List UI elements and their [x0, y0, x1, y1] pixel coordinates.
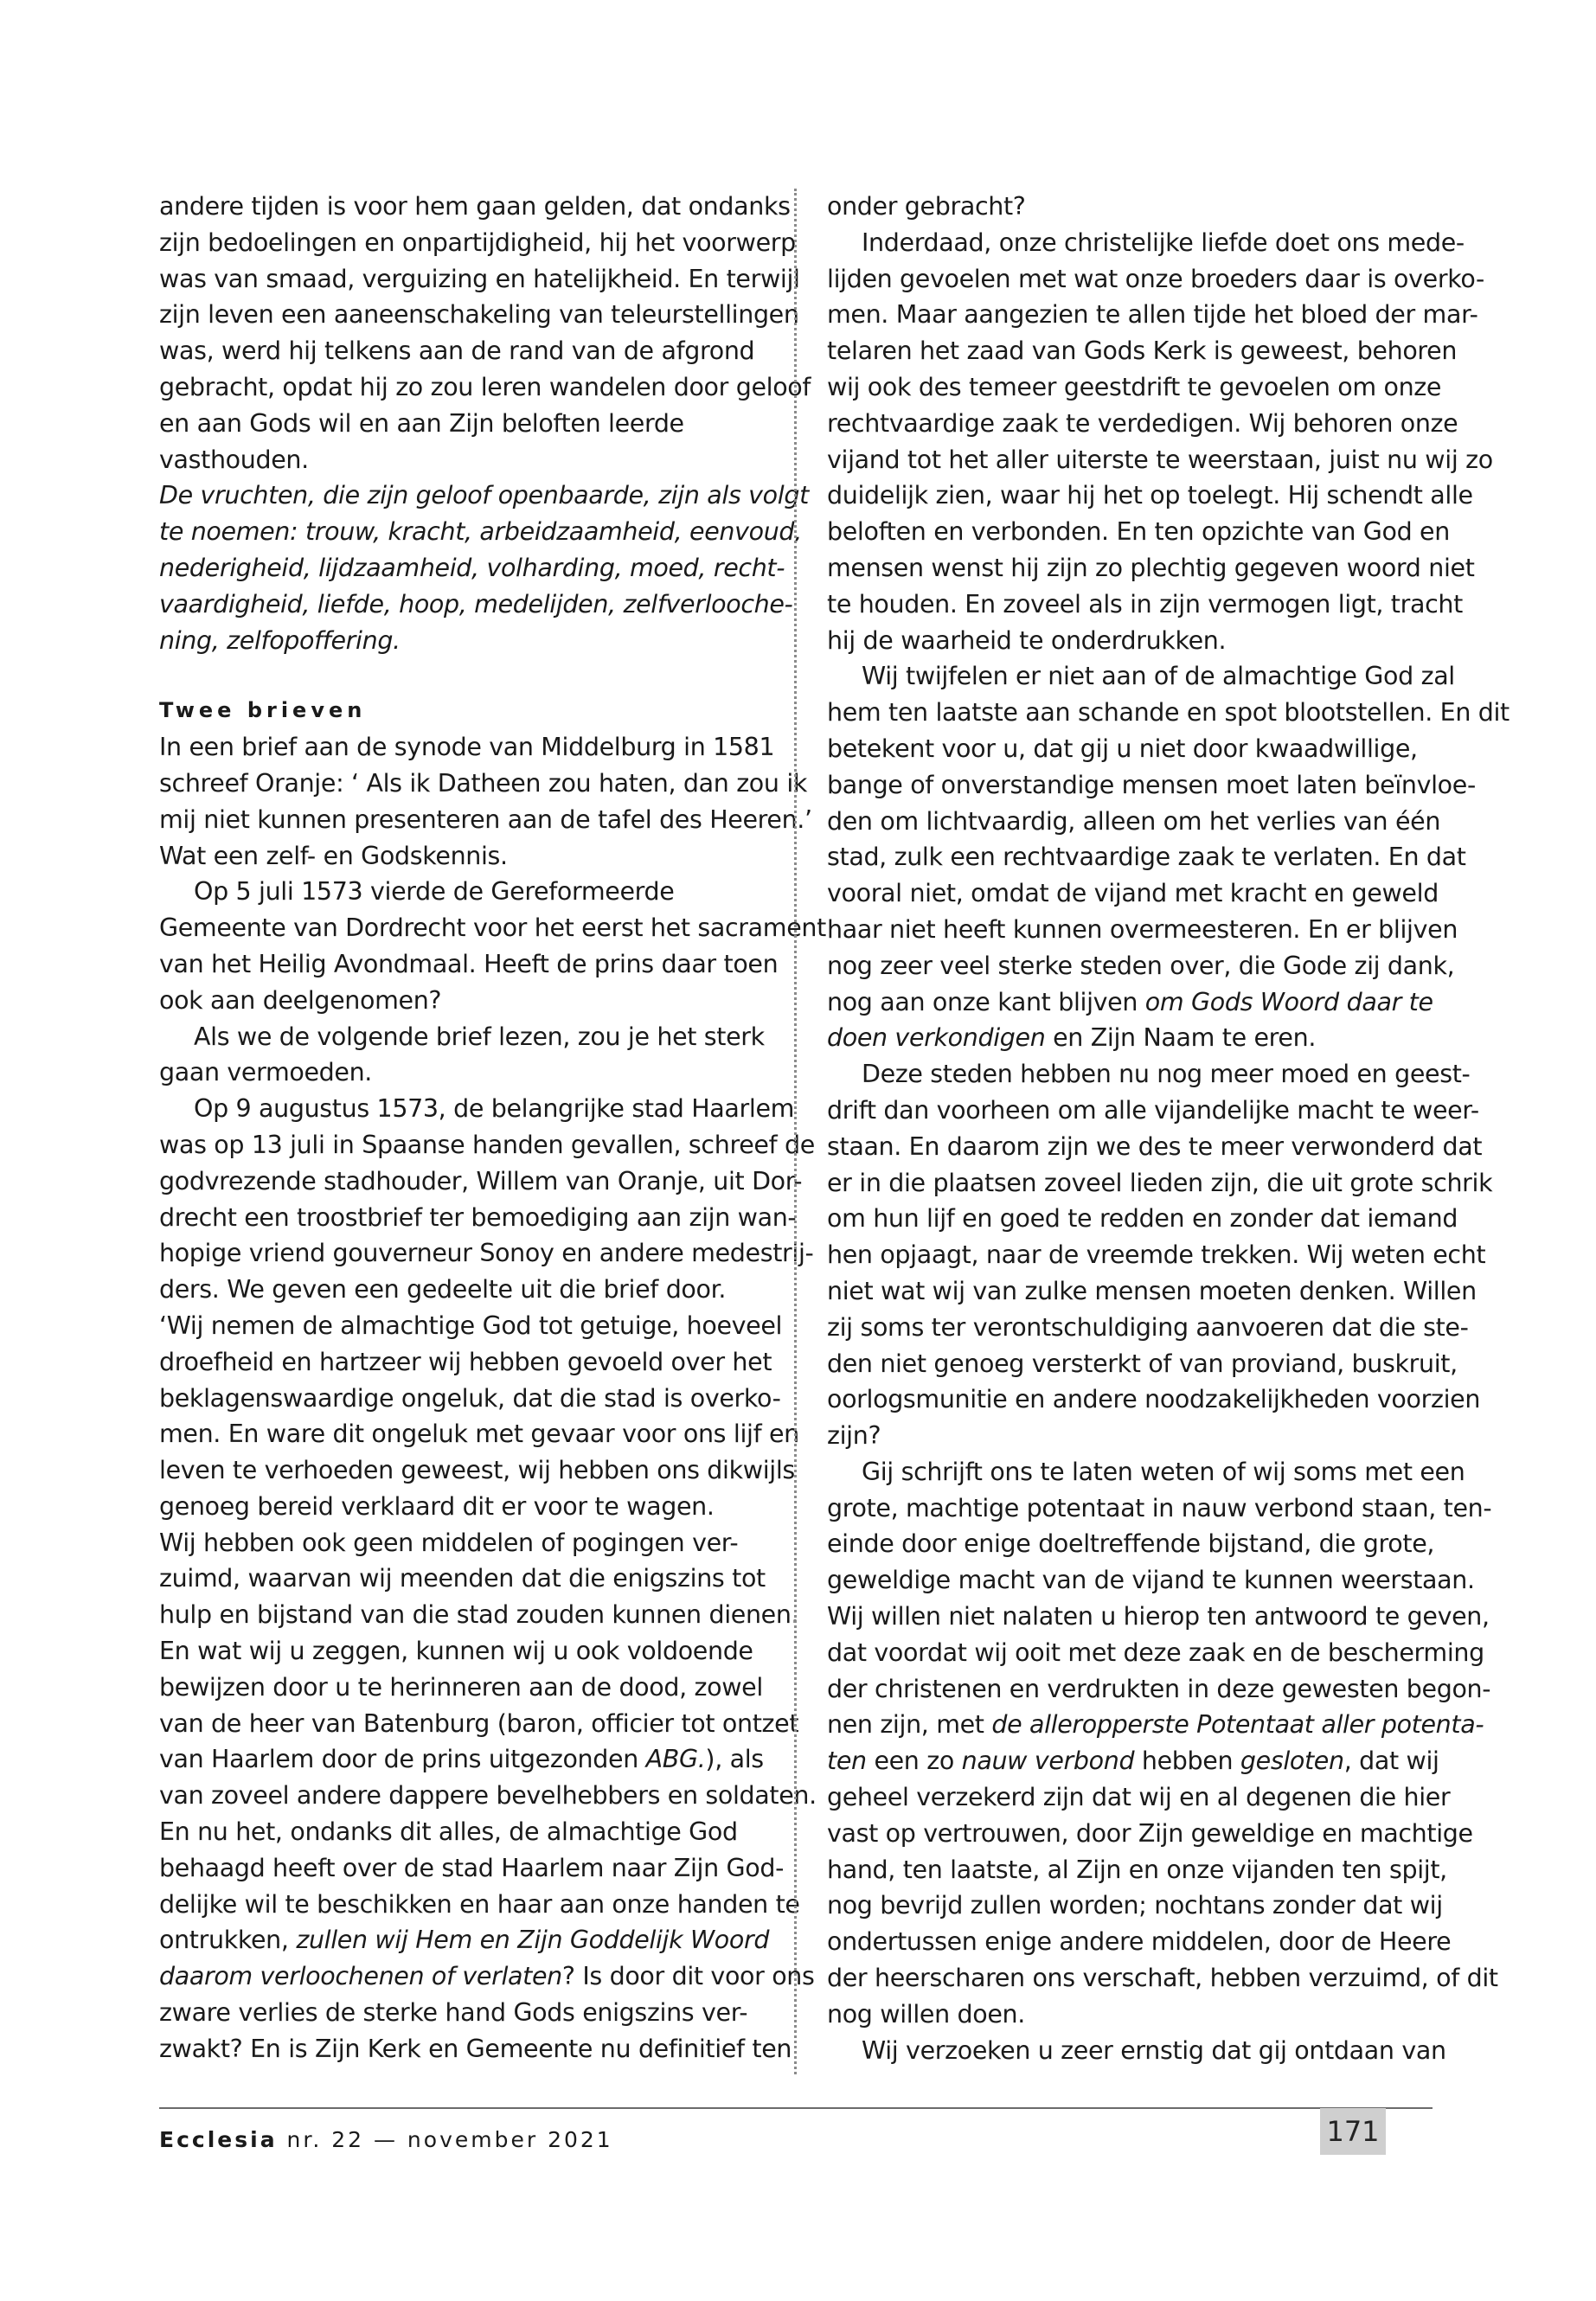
text-line: vaardigheid, liefde, hoop, medelijden, zelfverlooche-: [159, 589, 793, 619]
text-line: zuimd, waarvan wij meenden dat die enigszins tot: [159, 1564, 766, 1593]
text-run-italic: om Gods Woord daar te: [1144, 987, 1433, 1016]
right-paragraph-1: [827, 225, 1493, 659]
text-line: [827, 1707, 1484, 1743]
text-line: behaagd heeft over de stad Haarlem naar Zijn God-: [159, 1853, 785, 1882]
text-line: nog bevrijd zullen worden; nochtans zonder dat wij: [827, 1891, 1443, 1920]
text-line: ook aan deelgenomen?: [159, 985, 442, 1015]
text-line: rechtvaardige zaak te verdedigen. Wij behoren onze: [827, 408, 1458, 438]
text-line: den niet genoeg versterkt of van proviand, buskruit,: [827, 1349, 1458, 1378]
text-line: was van smaad, verguizing en hatelijkheid. En terwijl: [159, 264, 800, 293]
right-paragraph-3: [827, 1056, 1493, 1454]
text-run: ), als: [705, 1745, 764, 1774]
text-line: Als we de volgende brief lezen, zou je het sterk: [194, 1022, 765, 1051]
text-line: oorlogsmunitie en andere noodzakelijkheden voorzien: [827, 1385, 1481, 1414]
text-run: een zo: [866, 1747, 962, 1776]
text-run-italic: daarom verloochenen of verlaten: [159, 1962, 562, 1991]
text-line: nederigheid, lijdzaamheid, volharding, moed, recht-: [159, 553, 785, 582]
text-run-italic: nauw verbond: [961, 1747, 1135, 1776]
left-paragraph-6: [159, 1091, 815, 1308]
text-line: geheel verzekerd zijn dat wij en al degenen die hier: [827, 1783, 1451, 1812]
text-run: ? Is door dit voor ons: [561, 1962, 815, 1991]
text-line: hand, ten laatste, al Zijn en onze vijanden ten spijt,: [827, 1855, 1447, 1884]
section-gap: [159, 658, 765, 693]
issue-info: nr. 22 — november 2021: [277, 2127, 613, 2152]
text-line: [827, 1743, 1439, 1779]
text-line: beklagenswaardige ongeluk, dat die stad is overko-: [159, 1383, 781, 1413]
text-line: van de heer van Batenburg (baron, officier tot ontzet: [159, 1708, 799, 1738]
text-line: einde door enige doeltreffende bijstand, die grote,: [827, 1529, 1435, 1559]
left-paragraph-italic: [159, 478, 809, 658]
text-line: godvrezende stadhouder, Willem van Oranje, uit Dor-: [159, 1166, 803, 1195]
letter-quote-paragraph-2: [159, 1525, 817, 1814]
section-heading: Twee brieven: [159, 698, 367, 723]
text-line: bange of onverstandige mensen moet laten beïnvloe-: [827, 770, 1476, 799]
text-run: nog aan onze kant blijven: [827, 987, 1145, 1016]
page-number: 171: [1320, 2108, 1386, 2155]
text-line: te houden. En zoveel als in zijn vermogen ligt, tracht: [827, 589, 1463, 619]
text-line: hulp en bijstand van die stad zouden kunnen dienen.: [159, 1600, 799, 1630]
text-line: te noemen: trouw, kracht, arbeidzaamheid, eenvoud,: [159, 517, 802, 547]
text-line: zijn bedoelingen en onpartijdigheid, hij het voorwerp: [159, 228, 796, 257]
text-line: men. Maar aangezien te allen tijde het bloed der mar-: [827, 300, 1478, 330]
text-run-italic: doen verkondigen: [827, 1023, 1046, 1053]
left-paragraph-4: [159, 874, 826, 1018]
text-line: ondertussen enige andere middelen, door de Heere: [827, 1927, 1452, 1957]
text-line: hopige vriend gouverneur Sonoy en andere medestrij-: [159, 1239, 814, 1268]
text-line: hem ten laatste aan schande en spot blootstellen. En dit: [827, 698, 1509, 727]
text-line: genoeg bereid verklaard dit er voor te wagen.: [159, 1491, 715, 1521]
text-line: staan. En daarom zijn we des te meer verwonderd dat: [827, 1131, 1483, 1161]
text-line: mensen wenst hij zijn zo plechtig gegeven woord niet: [827, 553, 1475, 582]
journal-name: Ecclesia: [159, 2127, 278, 2152]
text-line: der heerscharen ons verschaft, hebben verzuimd, of dit: [827, 1964, 1498, 1993]
text-line: De vruchten, die zijn geloof openbaarde, zijn als volgt: [159, 481, 809, 510]
text-line: Wij hebben ook geen middelen of pogingen ver-: [159, 1528, 739, 1557]
text-line: schreef Oranje: ‘ Als ik Datheen zou haten, dan zou ik: [159, 768, 808, 798]
left-paragraph-1: [159, 189, 811, 478]
text-line: nog zeer veel sterke steden over, die Gode zij dank,: [827, 951, 1455, 980]
left-column: [159, 189, 826, 2067]
text-run-italic: de alleropperste Potentaat aller potenta-: [991, 1710, 1484, 1740]
text-line: haar niet heeft kunnen overmeesteren. En er blijven: [827, 914, 1458, 944]
text-run: ontrukken,: [159, 1926, 297, 1955]
text-line: In een brief aan de synode van Middelburg in 1581: [159, 733, 775, 762]
text-line: En wat wij u zeggen, kunnen wij u ook voldoende: [159, 1637, 753, 1666]
text-line: hij de waarheid te onderdrukken.: [827, 625, 1227, 655]
text-line: onder gebracht?: [827, 192, 1026, 221]
right-paragraph-5: [827, 2033, 1446, 2069]
text-line: Wij twijfelen er niet aan of de almachtige God zal: [862, 662, 1455, 691]
text-line: betekent voor u, dat gij u niet door kwaadwillige,: [827, 734, 1418, 763]
text-line: Wat een zelf- en Godskennis.: [159, 841, 508, 870]
text-line: nog willen doen.: [827, 1999, 1025, 2029]
text-line: gebracht, opdat hij zo zou leren wandelen door geloof: [159, 372, 811, 401]
text-line: Op 5 juli 1573 vierde de Gereformeerde: [194, 877, 675, 907]
text-line: vijand tot het aller uiterste te weerstaan, juist nu wij zo: [827, 445, 1493, 474]
text-line: Gemeente van Dordrecht voor het eerst het sacrament: [159, 913, 826, 943]
text-line: gaan vermoeden.: [159, 1058, 372, 1087]
text-line: zijn?: [827, 1421, 881, 1451]
text-line: [159, 1741, 765, 1778]
text-line: zijn leven een aaneenschakeling van teleurstellingen: [159, 300, 799, 330]
text-run: nen zijn, met: [827, 1710, 992, 1740]
text-line: om hun lijf en goed te redden en zonder dat iemand: [827, 1204, 1458, 1234]
text-line: drecht een troostbrief ter bemoediging aan zijn wan-: [159, 1202, 797, 1232]
text-run-italic: ten: [827, 1747, 867, 1776]
text-run: hebben: [1134, 1747, 1240, 1776]
right-paragraph-4: [827, 1454, 1498, 2033]
text-line: vasthouden.: [159, 445, 309, 474]
text-line: ders. We geven een gedeelte uit die brief door.: [159, 1275, 727, 1304]
text-line: was, werd hij telkens aan de rand van de afgrond: [159, 336, 755, 366]
text-line: beloften en verbonden. En ten opzichte van God en: [827, 517, 1450, 547]
text-line: andere tijden is voor hem gaan gelden, dat ondanks: [159, 192, 791, 221]
text-line: vast op vertrouwen, door Zijn geweldige en machtige: [827, 1818, 1473, 1848]
text-line: zware verlies de sterke hand Gods enigszins ver-: [159, 1998, 748, 2028]
text-line: bewijzen door u te herinneren aan de dood, zowel: [159, 1672, 763, 1702]
text-line: duidelijk zien, waar hij het op toelegt. Hij schendt alle: [827, 481, 1473, 510]
text-line: Op 9 augustus 1573, de belangrijke stad Haarlem: [194, 1094, 795, 1124]
text-line: dat voordat wij ooit met deze zaak en de bescherming: [827, 1638, 1484, 1667]
text-line: grote, machtige potentaat in nauw verbond staan, ten-: [827, 1493, 1492, 1522]
text-line: Wij willen niet nalaten u hierop ten antwoord te geven,: [827, 1602, 1490, 1631]
text-line: van het Heilig Avondmaal. Heeft de prins daar toen: [159, 949, 779, 978]
text-line: [159, 1922, 770, 1958]
text-line: men. En ware dit ongeluk met gevaar voor ons lijf en: [159, 1420, 799, 1449]
text-line: leven te verhoeden geweest, wij hebben ons dikwijls: [159, 1456, 795, 1485]
text-run-italic: zullen wij Hem en Zijn Goddelijk Woord: [296, 1926, 770, 1955]
letter-quote-paragraph-3: [159, 1814, 815, 2067]
text-run: , dat wij: [1343, 1747, 1439, 1776]
text-line: geweldige macht van de vijand te kunnen weerstaan.: [827, 1566, 1475, 1595]
text-line: Inderdaad, onze christelijke liefde doet ons mede-: [862, 228, 1465, 257]
text-line: zij soms ter verontschuldiging aanvoeren dat die ste-: [827, 1312, 1469, 1342]
text-line: vooral niet, omdat de vijand met kracht en geweld: [827, 879, 1439, 908]
text-line: delijke wil te beschikken en haar aan onze handen te: [159, 1889, 800, 1919]
text-line: wij ook des temeer geestdrift te gevoelen om onze: [827, 372, 1442, 401]
right-column: [827, 189, 1509, 2068]
text-line: drift dan voorheen om alle vijandelijke macht te weer-: [827, 1095, 1479, 1125]
text-line: mij niet kunnen presenteren aan de tafel des Heeren.’: [159, 804, 812, 834]
text-line: [827, 984, 1433, 1021]
footer: [159, 2116, 613, 2164]
text-line: Deze steden hebben nu nog meer moed en geest-: [862, 1060, 1471, 1089]
right-paragraph-2: [827, 658, 1509, 1056]
text-line: ning, zelfopoffering.: [159, 625, 401, 655]
text-line: en aan Gods wil en aan Zijn beloften leerde: [159, 408, 684, 438]
text-line: niet wat wij van zulke mensen moeten denken. Willen: [827, 1276, 1477, 1305]
text-run: en Zijn Naam te eren.: [1045, 1023, 1317, 1053]
text-line: den om lichtvaardig, alleen om het verlies van één: [827, 806, 1441, 836]
text-line: ‘Wij nemen de almachtige God tot getuige, hoeveel: [159, 1311, 783, 1340]
footer-rule: [159, 2107, 1433, 2109]
text-line: telaren het zaad van Gods Kerk is geweest, behoren: [827, 336, 1458, 366]
text-line: [827, 1020, 1433, 1056]
text-run: van Haarlem door de prins uitgezonden: [159, 1745, 646, 1774]
left-paragraph-5: [159, 1019, 765, 1092]
text-line: der christenen en verdrukten in deze gewesten begon-: [827, 1674, 1491, 1703]
text-line: lijden gevoelen met wat onze broeders daar is overko-: [827, 264, 1484, 293]
text-line: was op 13 juli in Spaanse handen gevallen, schreef de: [159, 1130, 815, 1159]
left-paragraph-3: [159, 729, 812, 874]
column-divider: [794, 189, 797, 2074]
text-line: hen opjaagt, naar de vreemde trekken. Wij weten echt: [827, 1240, 1486, 1270]
text-line: Gij schrijft ons te laten weten of wij soms met een: [862, 1457, 1465, 1486]
letter-quote-paragraph-1: [159, 1308, 799, 1525]
text-line: En nu het, ondanks dit alles, de almachtige God: [159, 1817, 738, 1847]
text-line: van zoveel andere dappere bevelhebbers en soldaten.: [159, 1781, 817, 1811]
text-line: zwakt? En is Zijn Kerk en Gemeente nu definitief ten: [159, 2034, 792, 2063]
text-line: er in die plaatsen zoveel lieden zijn, die uit grote schrik: [827, 1168, 1493, 1197]
text-line: stad, zulk een rechtvaardige zaak te verlaten. En dat: [827, 843, 1466, 872]
text-line: Wij verzoeken u zeer ernstig dat gij ontdaan van: [862, 2035, 1446, 2065]
text-line: [159, 1958, 815, 1995]
text-run-italic: gesloten: [1240, 1747, 1344, 1776]
text-line: droefheid en hartzeer wij hebben gevoeld over het: [159, 1347, 772, 1376]
text-run-italic: ABG.: [645, 1745, 706, 1774]
